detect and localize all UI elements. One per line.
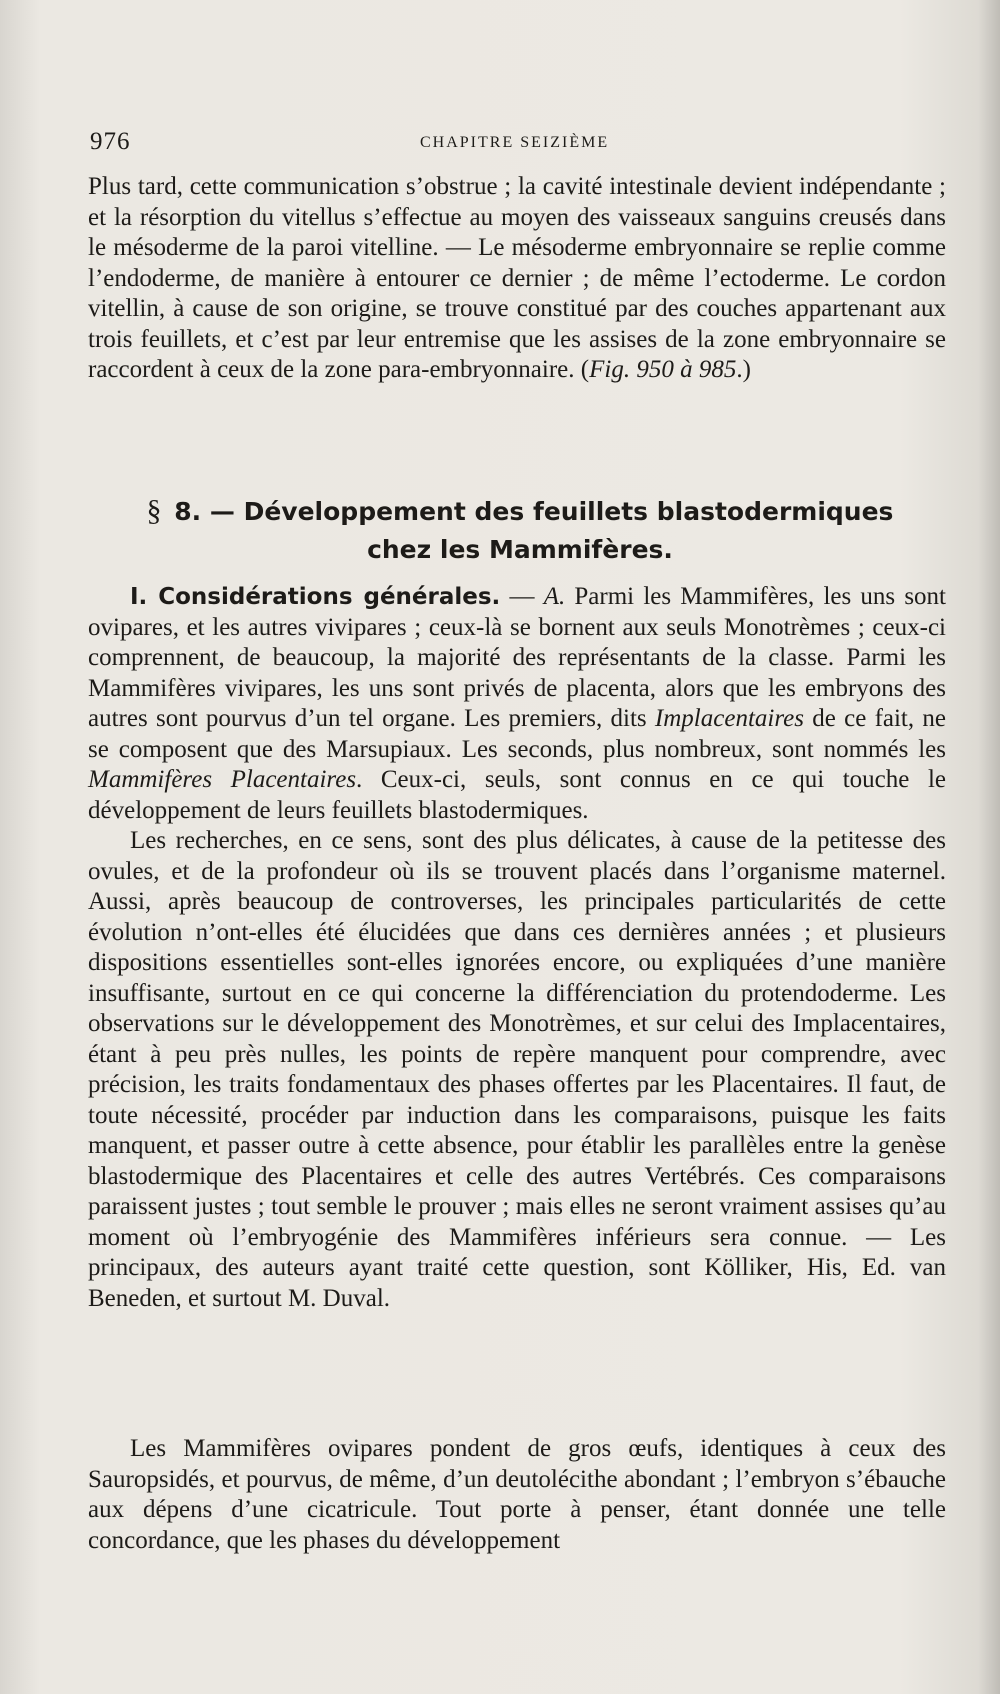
section-title-line-1: — Développement des feuillets blastodermiques (209, 497, 894, 526)
section-heading-line-1 (100, 492, 940, 531)
paragraph-2-part-c: . Ceux-ci, seuls, sont connus en ce qui touche le développement de leurs feuillets blastodermiques. (88, 766, 946, 824)
term-implacentaires: Implacentaires (654, 705, 804, 732)
paragraph-4-block (88, 1434, 946, 1556)
running-head: CHAPITRE SEIZIÈME (420, 134, 610, 151)
subsection-letter: A. (543, 583, 566, 610)
paragraph-1-body: Plus tard, cette communication s’obstrue ; la cavité intestinale devient indépendante ; et la résorption du vitellus s’effectue au moyen des vaisseaux sanguins creusés dans le mésoderme de la paroi vitelline. — Le mésoderme embryonnaire se replie comme l’endoderme, de manière à entourer ce dernier ; de même l’ectoderme. Le cordon vitellin, à cause de son origine, se trouve constitué par des couches appartenant aux trois feuillets, et c’est par leur entremise que les assises de la zone embryonnaire se raccordent à ceux de la zone para-embryonnaire. ( (88, 173, 946, 383)
subsection-heading: I. Considérations générales. (130, 584, 501, 610)
paragraph-1-end: .) (736, 356, 751, 383)
term-placentaires: Mammifères Placentaires (88, 766, 357, 793)
subsection-dash: — (500, 583, 544, 610)
section-title-line-2: chez les Mammifères. (367, 535, 673, 564)
paragraph-4: Les Mammifères ovipares pondent de gros œufs, identiques à ceux des Sauropsidés, et pourvus, de même, d’un deutolécithe abondant ; l’embryon s’ébauche aux dépens d’une cicatricule. Tout porte à penser, étant donnée une telle concordance, que les phases du développement (88, 1435, 946, 1554)
paragraph-3: Les recherches, en ce sens, sont des plus délicates, à cause de la petitesse des ovules, et de la profondeur où ils se trouvent placés dans l’organisme maternel. Aussi, après beaucoup de controverses, les principales particularités de cette évolution n’ont-elles été élucidées que dans ces dernières années ; et plusieurs dispositions essentielles sont-elles ignorées encore, ou expliquées d’une manière insuffisante, surtout en ce qui concerne la différenciation du protendoderme. Les observations sur le développement des Monotrèmes, et sur celui des Implacentaires, étant à peu près nulles, les points de repère manquent pour comprendre, avec précision, les traits fondamentaux des phases offertes par les Placentaires. Il faut, de toute nécessité, procéder par induction dans les comparaisons, puisque les faits manquent, et passer outre à cette absence, pour établir les parallèles entre la genèse blastodermique des Placentaires et celle des autres Vertébrés. Ces comparaisons paraissent justes ; tout semble le prouver ; mais elles ne seront vraiment assises qu’au moment où l’embryogénie des Mammifères inférieurs sera connue. — Les principaux, des auteurs ayant traité cette question, sont Kölliker, His, Ed. van Beneden, et surtout M. Duval. (88, 827, 946, 1312)
page-number: 976 (90, 128, 131, 155)
page-header (90, 128, 930, 158)
section-heading (100, 492, 940, 569)
paragraph-2-part-a: Parmi les Mammifères, les uns sont ovipares, et les autres vivipares ; ceux-là se bornent aux seuls Monotrèmes ; ceux-ci comprennent, de beaucoup, la majorité des représentants de la classe. Parmi les Mammifères vivipares, les uns sont privés de placenta, alors que les embryons des autres sont pourvus d’un tel organe. Les premiers, dits (88, 583, 947, 732)
paragraph-2-text (88, 582, 946, 826)
section-mark: § (146, 494, 162, 527)
figure-reference: Fig. 950 à 985 (589, 356, 737, 383)
paragraph-2-part-b: de ce fait, ne se composent que des Marsupiaux. Les seconds, plus nombreux, sont nommés les (88, 705, 946, 763)
page-edge-shadow (978, 0, 1000, 1694)
paragraph-1-text (88, 172, 946, 386)
paragraph-2 (88, 582, 946, 1314)
paragraph-1 (88, 172, 946, 386)
section-number: 8. (174, 497, 202, 526)
